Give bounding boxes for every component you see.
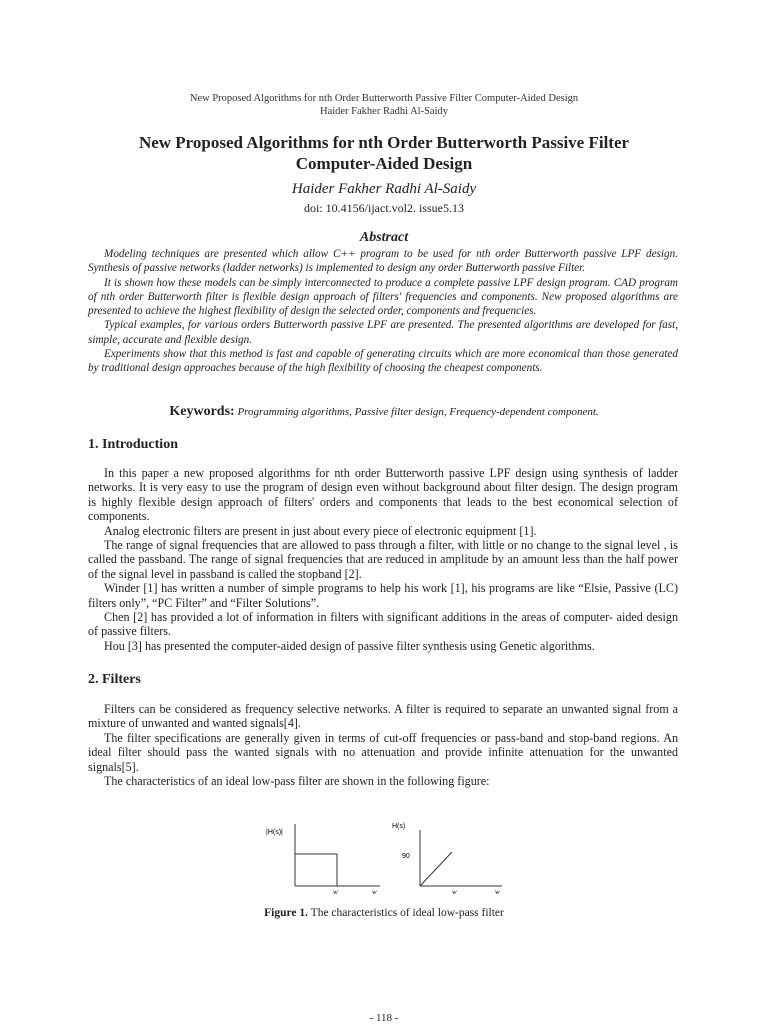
paper-title: New Proposed Algorithms for nth Order Butterworth Passive Filter Computer-Aided Design (138, 133, 630, 173)
abstract-heading: Abstract (359, 230, 409, 245)
phase-axis-label: H(s) (392, 823, 406, 830)
abstract-paragraph: Modeling techniques are presented which allow C++ program to be used for nth order Butterworth passive LPF design. Synthesis of passive networks (ladder networks) is implemented to design any order Butterworth passive Filter. (88, 248, 678, 275)
figure-1 (260, 814, 510, 894)
ideal-magnitude-response (295, 854, 337, 886)
figure-caption-label: Figure 1. (264, 907, 308, 919)
cutoff-frequency-label: w (333, 888, 338, 894)
figure-1-caption (0, 907, 768, 919)
section-heading-filters: 2. Filters (88, 672, 141, 687)
page-number: - 118 - (369, 1012, 399, 1024)
running-head-title: New Proposed Algorithms for nth Order Butterworth Passive Filter Computer-Aided Design (189, 93, 579, 104)
abstract-paragraph: It is shown how these models can be simply interconnected to produce a complete passive LPF design program. CAD program of nth order Butterworth filter is flexible design approach of filters' frequencies and components. New proposed algorithms are presented to achieve the highest flexibility of design the selected order, components and frequencies. (88, 276, 678, 318)
frequency-axis-label: w (372, 888, 377, 894)
body-paragraph: The filter specifications are generally given in terms of cut-off frequencies or pass-band and stop-band regions. An ideal filter should pass the wanted signals with no attenuation and provide infinite attenuation for the unwanted signals[5]. (88, 730, 678, 774)
author-name: Haider Fakher Radhi Al-Saidy (291, 181, 477, 197)
running-head-author: Haider Fakher Radhi Al-Saidy (319, 106, 448, 117)
body-paragraph: Winder [1] has written a number of simple programs to help his work [1], his programs are like “Elsie, Passive (LC) filters only”, “PC Filter” and “Filter Solutions”. (88, 581, 678, 610)
ideal-phase-response (420, 852, 452, 886)
keywords-label: Keywords: (169, 404, 235, 419)
figure-caption-text: The characteristics of ideal low-pass filter (310, 907, 504, 919)
keywords-text: Programming algorithms, Passive filter design, Frequency-dependent component. (237, 406, 599, 418)
magnitude-axis-label: |H(s)| (266, 829, 283, 836)
body-paragraph: Chen [2] has provided a lot of information in filters with significant additions in the areas of computer- aided design of passive filters. (88, 610, 678, 639)
running-head (0, 92, 768, 118)
phase-cutoff-label: w (452, 888, 457, 894)
section-heading-introduction: 1. Introduction (88, 437, 178, 452)
body-paragraph: In this paper a new proposed algorithms for nth order Butterworth passive LPF design using synthesis of ladder networks. It is very easy to use the program of design even without background about filter design. The design program is highly flexible design approach of filters' orders and components that leads to the best economical selection of components. (88, 466, 678, 524)
abstract-paragraph: Typical examples, for various orders Butterworth passive LPF are presented. The presented algorithms are developed for fast, simple, accurate and flexible design. (88, 319, 678, 346)
phase-frequency-axis-label: w (495, 888, 500, 894)
body-paragraph: Filters can be considered as frequency selective networks. A filter is required to separate an unwanted signal from a mixture of unwanted and wanted signals[4]. (88, 702, 678, 731)
phase-value-label: 90 (402, 853, 410, 860)
abstract-paragraph: Experiments show that this method is fast and capable of generating circuits which are more economical than those generated by traditional design approaches because of the high flexibility of choosing the cheapest components. (88, 348, 678, 375)
keywords (0, 404, 768, 420)
abstract-body (88, 247, 678, 376)
introduction-body (88, 466, 678, 653)
filters-body (88, 702, 678, 788)
figure-1-diagram (260, 814, 510, 894)
body-paragraph: Analog electronic filters are present in just about every piece of electronic equipment [1]. (104, 523, 537, 538)
body-paragraph: The characteristics of an ideal low-pass filter are shown in the following figure: (104, 774, 490, 789)
doi: doi: 10.4156/ijact.vol2. issue5.13 (304, 201, 464, 215)
body-paragraph: The range of signal frequencies that are allowed to pass through a filter, with little or no change to the signal level , is called the passband. The range of signal frequencies that are reduced in amplitude by an amount less than the half power of the signal level in passband is called the stopband [2]. (88, 538, 678, 581)
body-paragraph: Hou [3] has presented the computer-aided design of passive filter synthesis using Genetic algorithms. (104, 638, 595, 653)
